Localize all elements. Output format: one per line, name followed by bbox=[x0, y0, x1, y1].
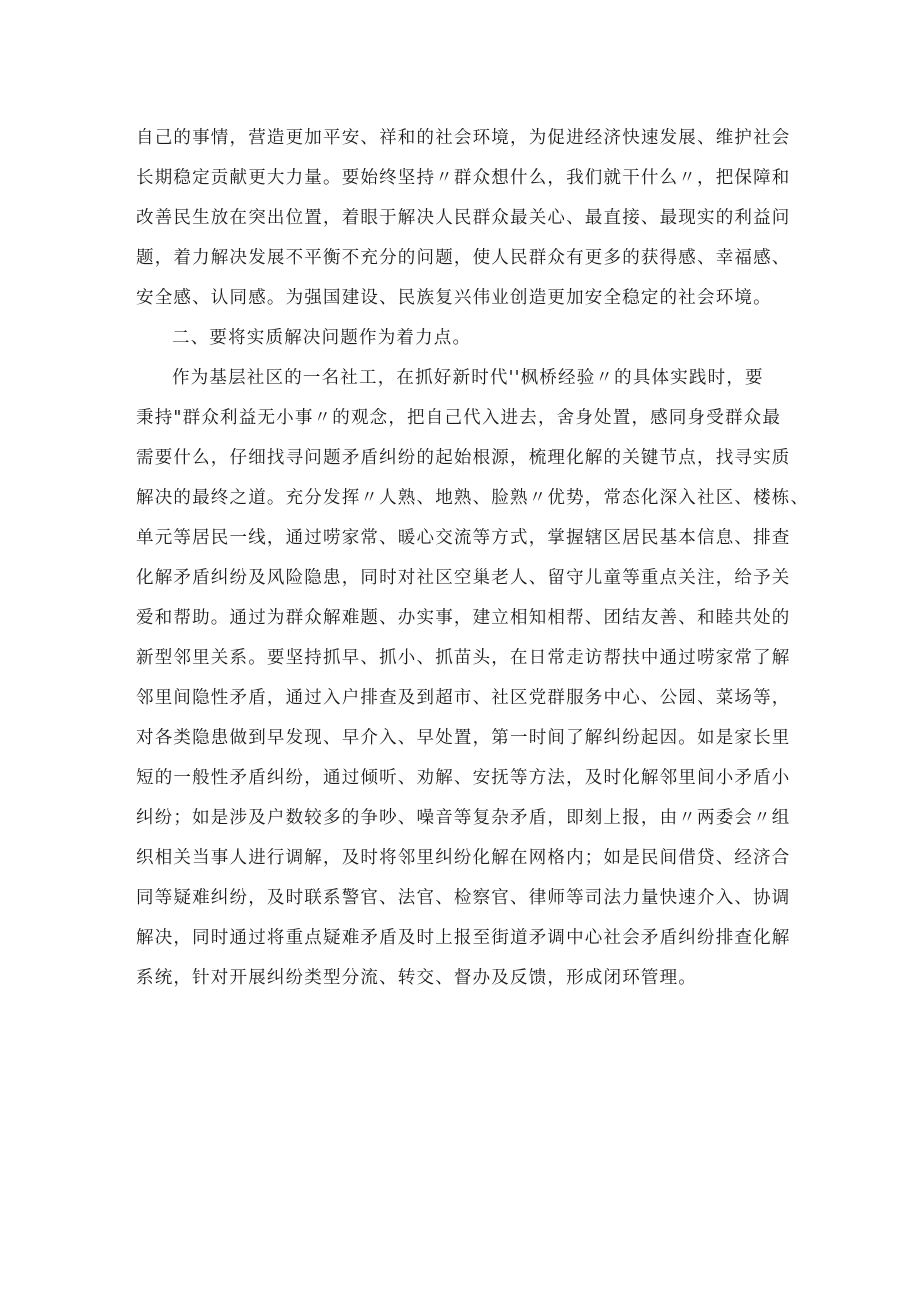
text-line: 秉持"群众利益无小事〃的观念，把自己代入进去，舍身处置，感同身受群众最 bbox=[136, 408, 782, 428]
text-line: 对各类隐患做到早发现、早介入、早处置，第一时间了解纠纷起因。如是家长里 bbox=[136, 728, 791, 748]
text-line: 织相关当事人进行调解，及时将邻里纠纷化解在网格内；如是民间借贷、经济合 bbox=[136, 848, 791, 868]
text-line: 系统，针对开展纠纷类型分流、转交、督办及反馈，形成闭环管理。 bbox=[136, 968, 697, 988]
text-line: 邻里间隐性矛盾，通过入户排查及到超市、社区党群服务中心、公园、菜场等， bbox=[136, 688, 791, 708]
text-line: 解决的最终之道。充分发挥〃人熟、地熟、脸熟〃优势，常态化深入社区、楼栋、 bbox=[136, 488, 810, 508]
paragraph-1 bbox=[136, 118, 796, 318]
document-body bbox=[136, 118, 810, 998]
paragraph-2 bbox=[136, 358, 810, 998]
text-line: 爱和帮助。通过为群众解难题、办实事，建立相知相帮、团结友善、和睦共处的 bbox=[136, 608, 791, 628]
text-line: 单元等居民一线，通过唠家常、暖心交流等方式，掌握辖区居民基本信息、排查 bbox=[136, 528, 791, 548]
text-line: 化解矛盾纠纷及风险隐患，同时对社区空巢老人、留守儿童等重点关注，给予关 bbox=[136, 568, 791, 588]
text-line: 解决，同时通过将重点疑难矛盾及时上报至街道矛调中心社会矛盾纠纷排查化解 bbox=[136, 928, 791, 948]
section-heading: 二、要将实质解决问题作为着力点。 bbox=[172, 328, 472, 348]
text-line: 自己的事情，营造更加平安、祥和的社会环境，为促进经济快速发展、维护社会 bbox=[136, 128, 791, 148]
text-line: 题，着力解决发展不平衡不充分的问题，使人民群众有更多的获得感、幸福感、 bbox=[136, 248, 791, 268]
text-line: 作为基层社区的一名社工，在抓好新时代''枫桥经验〃的具体实践时，要 bbox=[172, 368, 764, 388]
text-line: 需要什么，仔细找寻问题矛盾纠纷的起始根源，梳理化解的关键节点，找寻实质 bbox=[136, 448, 791, 468]
text-line: 同等疑难纠纷，及时联系警官、法官、检察官、律师等司法力量快速介入、协调 bbox=[136, 888, 791, 908]
text-line: 安全感、认同感。为强国建设、民族复兴伟业创造更加安全稳定的社会环境。 bbox=[136, 288, 772, 308]
text-line: 短的一般性矛盾纠纷，通过倾听、劝解、安抚等方法，及时化解邻里间小矛盾小 bbox=[136, 768, 791, 788]
text-line: 纠纷；如是涉及户数较多的争吵、噪音等复杂矛盾，即刻上报，由〃两委会〃组 bbox=[136, 808, 791, 828]
text-line: 新型邻里关系。要坚持抓早、抓小、抓苗头，在日常走访帮扶中通过唠家常了解 bbox=[136, 648, 791, 668]
text-line: 改善民生放在突出位置，着眼于解决人民群众最关心、最直接、最现实的利益问 bbox=[136, 208, 791, 228]
section-heading-2 bbox=[136, 318, 796, 358]
text-line: 长期稳定贡献更大力量。要始终坚持〃群众想什么，我们就干什么〃，把保障和 bbox=[136, 168, 791, 188]
